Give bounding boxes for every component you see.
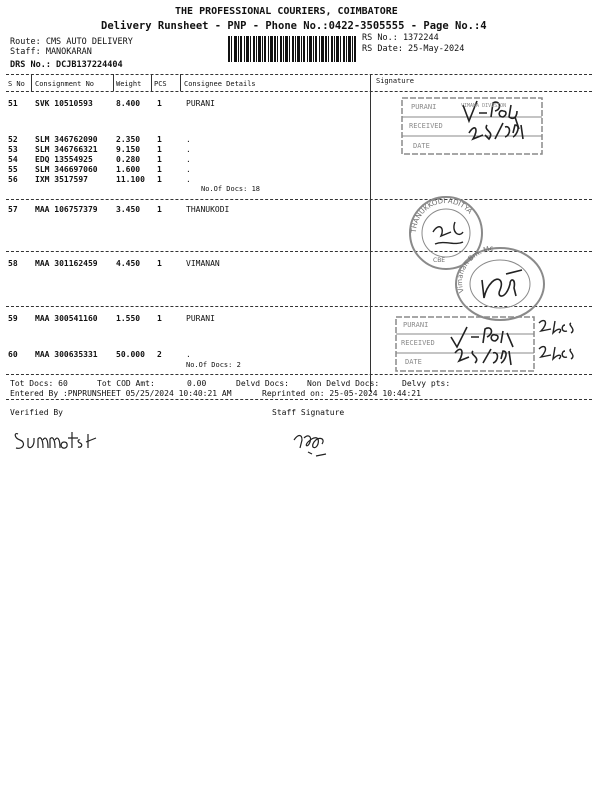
col-header-consignee: Consignee Details xyxy=(184,80,256,88)
col-header-pcs: PCS xyxy=(154,80,167,88)
entry-consignee: VIMANAN xyxy=(186,259,220,268)
entry-sno: 51 xyxy=(8,99,18,108)
entry-sno: 55 xyxy=(8,165,18,174)
total-cod-amount: 0.00 xyxy=(187,379,207,388)
reprinted-on: Reprinted on: 25-05-2024 10:44:21 xyxy=(262,389,421,398)
no-of-docs: No.Of Docs: 2 xyxy=(186,361,241,369)
company-title: THE PROFESSIONAL COURIERS, COIMBATORE xyxy=(175,6,398,17)
signature-col-divider xyxy=(370,74,371,392)
delivered-docs: Delvd Docs: xyxy=(236,379,289,388)
non-delivered-docs: Non Delvd Docs: xyxy=(307,379,380,388)
vimanan-ring-text: Vimanan Bm. Mc xyxy=(455,244,495,294)
stamp-date-label: DATE xyxy=(405,358,422,366)
entry-consignee: . xyxy=(186,145,191,154)
entered-by: Entered By :PNPRUNSHEET 05/25/2024 10:40:21 AM xyxy=(10,389,232,398)
entry-pcs: 1 xyxy=(157,205,162,214)
verified-by-label: Verified By xyxy=(10,408,63,417)
entry-weight: 4.450 xyxy=(116,259,141,268)
entry-weight: 50.000 xyxy=(116,350,145,359)
entry-weight: 11.100 xyxy=(116,175,145,184)
rs-date: RS Date: 25-May-2024 xyxy=(362,44,465,54)
delivery-points: Delvy pts: xyxy=(402,379,451,388)
entry-pcs: 2 xyxy=(157,350,162,359)
entry-consignment: SVK 10510593 xyxy=(35,99,93,108)
barcode xyxy=(228,36,356,62)
row-separator xyxy=(6,199,592,200)
entry-consignment: SLM 346697060 xyxy=(35,165,98,174)
entry-consignee: . xyxy=(186,175,191,184)
entry-consignee: PURANI xyxy=(186,314,215,323)
entry-pcs: 1 xyxy=(157,259,162,268)
col-header-sno: S No xyxy=(8,80,25,88)
total-docs: Tot Docs: 60 xyxy=(10,379,68,388)
entry-pcs: 1 xyxy=(157,175,162,184)
received-stamp xyxy=(399,95,549,157)
entry-consignment: MAA 300635331 xyxy=(35,350,98,359)
entry-sno: 57 xyxy=(8,205,18,214)
handwritten-name xyxy=(465,95,468,96)
entry-consignee: . xyxy=(186,155,191,164)
stamp-date-label: DATE xyxy=(413,142,430,150)
verifier-signature xyxy=(12,424,102,454)
no-of-docs: No.Of Docs: 18 xyxy=(201,185,261,193)
col-header-signature: Signature xyxy=(376,77,414,85)
handwritten-date xyxy=(469,135,473,136)
route-label: Route: CMS AUTO DELIVERY xyxy=(10,37,133,47)
stamp-division: VIMANA DIVISION xyxy=(461,103,507,109)
runsheet-title: Delivery Runsheet - PNP - Phone No.:0422-3505555 - Page No.:4 xyxy=(101,20,487,32)
header-bottom-rule xyxy=(6,91,592,92)
entry-sno: 54 xyxy=(8,155,18,164)
drs-number: DRS No.: DCJB137224404 xyxy=(10,60,123,70)
received-stamp-2 xyxy=(393,313,593,373)
rs-number: RS No.: 1372244 xyxy=(362,33,439,43)
entry-consignee: . xyxy=(186,165,191,174)
entry-consignment: IXM 3517597 xyxy=(35,175,88,184)
col-divider xyxy=(180,74,181,91)
entry-sno: 52 xyxy=(8,135,18,144)
staff-signature-label: Staff Signature xyxy=(272,408,345,417)
table-top-rule xyxy=(6,74,592,75)
staff-label: Staff: MANOKARAN xyxy=(10,47,92,57)
entry-sno: 60 xyxy=(8,350,18,359)
entry-consignee: PURANI xyxy=(186,99,215,108)
col-divider xyxy=(151,74,152,91)
entry-consignment: EDQ 13554925 xyxy=(35,155,93,164)
entry-consignment: SLM 346766321 xyxy=(35,145,98,154)
entry-sno: 58 xyxy=(8,259,18,268)
total-cod-label: Tot COD Amt: xyxy=(97,379,155,388)
entry-sno: 56 xyxy=(8,175,18,184)
entry-sno: 53 xyxy=(8,145,18,154)
entry-weight: 9.150 xyxy=(116,145,141,154)
handwritten-pcs xyxy=(539,319,541,320)
vimanan-seal-stamp xyxy=(448,244,550,324)
staff-signature xyxy=(290,426,340,462)
seal-bottom-text: CBE xyxy=(433,257,446,264)
entry-pcs: 1 xyxy=(157,99,162,108)
stamp-received-label: RECEIVED xyxy=(409,122,443,130)
col-header-weight: Weight xyxy=(116,80,142,88)
handwritten-pcs xyxy=(539,345,541,346)
entry-weight: 8.400 xyxy=(116,99,141,108)
row-separator xyxy=(6,374,592,375)
entry-weight: 1.600 xyxy=(116,165,141,174)
entry-consignee: . xyxy=(186,135,191,144)
entry-pcs: 1 xyxy=(157,165,162,174)
col-header-consignment: Consignment No xyxy=(35,80,95,88)
entry-consignee: . xyxy=(186,350,191,359)
entry-pcs: 1 xyxy=(157,135,162,144)
handwritten-date xyxy=(453,353,457,354)
seal-ring-text: THANUKKODI ADITYA xyxy=(409,196,474,234)
entry-weight: 0.280 xyxy=(116,155,141,164)
entry-weight: 1.550 xyxy=(116,314,141,323)
entry-pcs: 1 xyxy=(157,155,162,164)
entry-sno: 59 xyxy=(8,314,18,323)
totals-bottom-rule xyxy=(6,399,592,400)
col-divider xyxy=(31,74,32,91)
col-divider xyxy=(113,74,114,91)
stamp-name: PURANI xyxy=(411,103,437,111)
entry-consignee: THANUKODI xyxy=(186,205,230,214)
handwritten-name xyxy=(453,323,456,324)
entry-pcs: 1 xyxy=(157,145,162,154)
stamp-name: PURANI xyxy=(403,321,429,329)
entry-weight: 3.450 xyxy=(116,205,141,214)
entry-consignment: MAA 106757379 xyxy=(35,205,98,214)
entry-consignment: MAA 301162459 xyxy=(35,259,98,268)
entry-consignment: SLM 346762090 xyxy=(35,135,98,144)
entry-weight: 2.350 xyxy=(116,135,141,144)
entry-pcs: 1 xyxy=(157,314,162,323)
stamp-received-label: RECEIVED xyxy=(401,339,435,347)
entry-consignment: MAA 300541160 xyxy=(35,314,98,323)
